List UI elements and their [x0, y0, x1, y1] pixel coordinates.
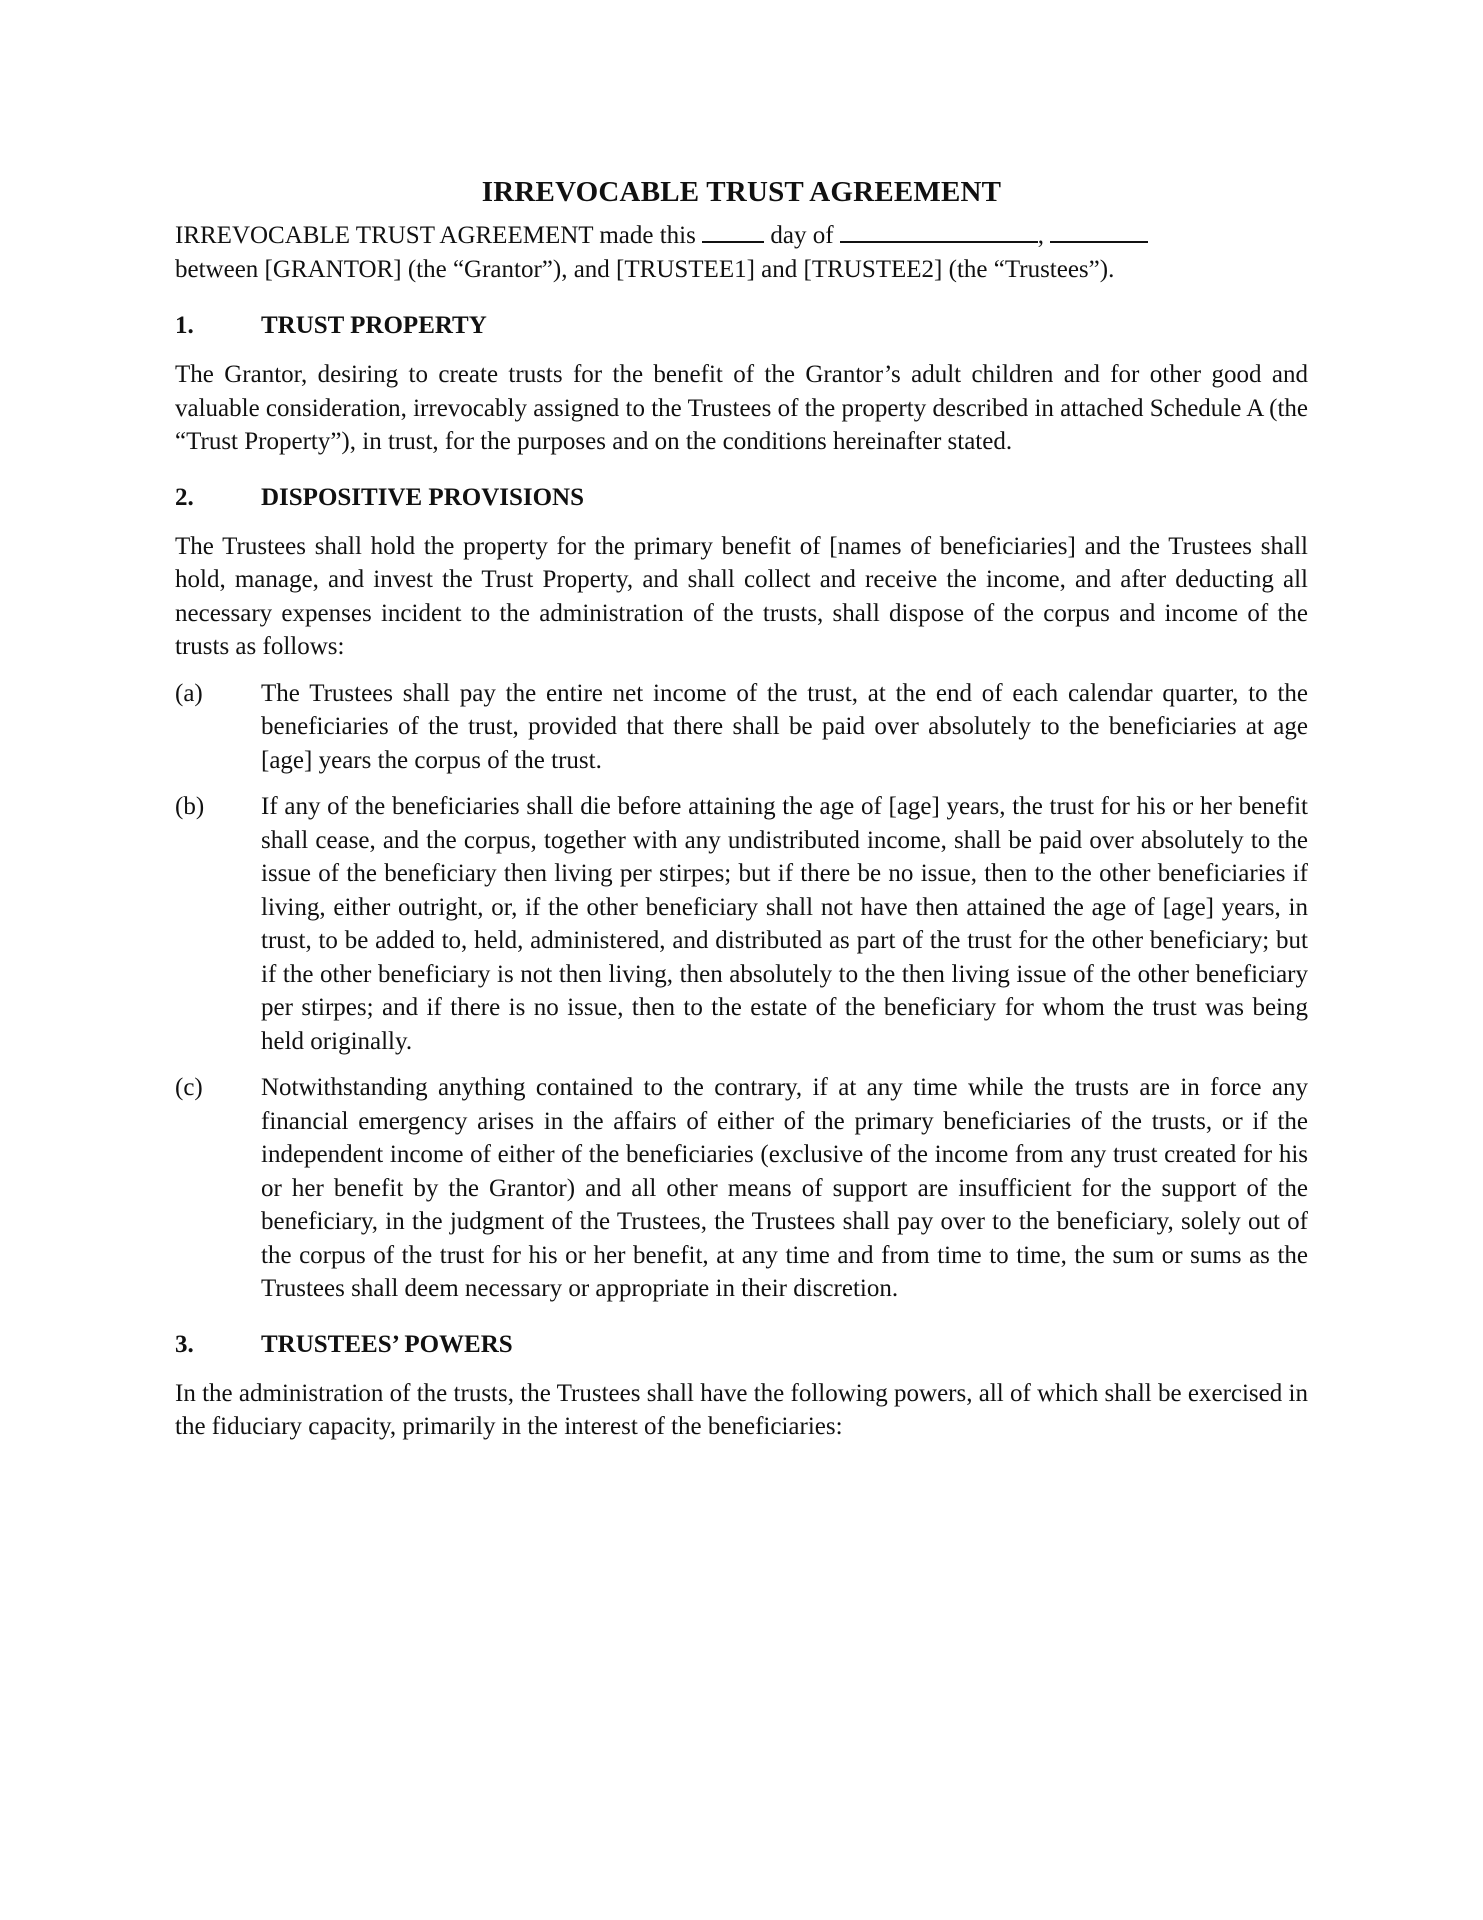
intro-paragraph: [175, 219, 1308, 286]
intro-text-part1: IRREVOCABLE TRUST AGREEMENT made this: [175, 222, 696, 249]
year-blank[interactable]: [1050, 219, 1148, 243]
section-number: 1.: [175, 312, 194, 339]
section-2-heading: [175, 481, 1308, 514]
section-title: TRUST PROPERTY: [261, 312, 487, 339]
list-item: [175, 677, 1308, 778]
list-item-label: (b): [175, 793, 205, 820]
section-3-body: In the administration of the trusts, the Trustees shall have the following powers, all of which shall be exercised in the fiduciary capacity, primarily in the interest of the beneficiaries:: [175, 1379, 1308, 1440]
section-number: 3.: [175, 1330, 194, 1358]
list-item-text: If any of the beneficiaries shall die before attaining the age of [age] years, the trust for his or her benefit shall cease, and the corpus, together with any undistributed income, shall be paid over absolutely to the issue of the beneficiary then living per stirpes; but if there be no issue, then to the other beneficiaries if living, either outright, or, if the other beneficiary shall not have then attained the age of [age] years, in trust, to be added to, held, administered, and distributed as part of the trust for the other beneficiary; but if the other beneficiary is not then living, then absolutely to the then living issue of the other beneficiary per stirpes; and if there is no issue, then to the estate of the beneficiary for whom the trust was being held originally.: [261, 793, 1308, 1055]
section-2-body: The Trustees shall hold the property for the primary benefit of [names of beneficiaries] and the Trustees shall hold, manage, and invest the Trust Property, and shall collect and receive the income, and after deducting all necessary expenses incident to the administration of the trusts, shall dispose of the corpus and income of the trusts as follows:: [175, 532, 1308, 660]
section-3-heading: [175, 1328, 1308, 1361]
month-blank[interactable]: [840, 219, 1038, 243]
list-item: [175, 790, 1308, 1058]
list-item-label: (a): [175, 679, 203, 707]
list-item-text: Notwithstanding anything contained to the contrary, if at any time while the trusts are in force any financial emergency arises in the affairs of either of the primary beneficiaries of the trusts, or if the independent income of either of the beneficiaries (exclusive of the income from any trust created for his or her benefit by the Grantor) and all other means of support are insufficient for the support of the beneficiary, in the judgment of the Trustees, the Trustees shall pay over to the beneficiary, solely out of the corpus of the trust for his or her benefit, at any time and from time to time, the sum or sums as the Trustees shall deem necessary or appropriate in their discretion.: [261, 1074, 1308, 1302]
document-title: IRREVOCABLE TRUST AGREEMENT: [481, 176, 1002, 208]
list-item-text: The Trustees shall pay the entire net income of the trust, at the end of each calendar quarter, to the beneficiaries of the trust, provided that there shall be paid over absolutely to the beneficiaries at age [age] years the corpus of the trust.: [261, 679, 1308, 774]
list-item-label: (c): [175, 1074, 203, 1101]
intro-text-line2: between [GRANTOR] (the “Grantor”), and [TRUSTEE1] and [TRUSTEE2] (the “Trustees”).: [175, 255, 1115, 283]
document-page: [175, 175, 1308, 1444]
section-title: DISPOSITIVE PROVISIONS: [261, 483, 585, 511]
day-blank[interactable]: [702, 219, 764, 243]
section-1-body: The Grantor, desiring to create trusts for the benefit of the Grantor’s adult children and for other good and valuable consideration, irrevocably assigned to the Trustees of the property described in attached Schedule A (the “Trust Property”), in trust, for the purposes and on the conditions hereinafter stated.: [175, 361, 1309, 455]
intro-comma: ,: [1037, 222, 1045, 249]
section-title: TRUSTEES’ POWERS: [261, 1330, 513, 1358]
section-1-heading: [175, 309, 1308, 342]
list-item: [175, 1071, 1308, 1306]
intro-text-part2: day of: [770, 222, 834, 249]
section-number: 2.: [175, 483, 194, 511]
